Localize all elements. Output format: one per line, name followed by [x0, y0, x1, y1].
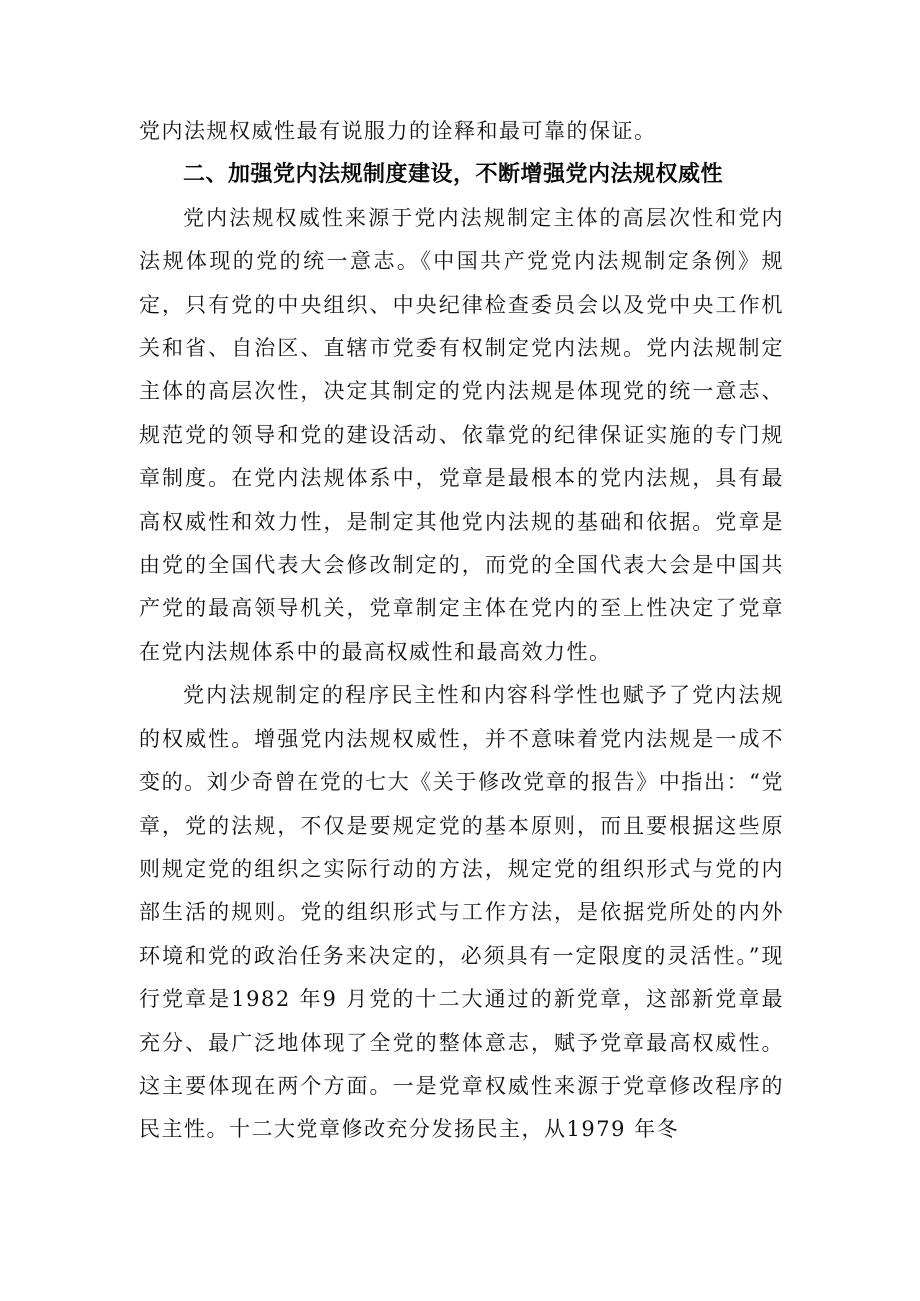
section-heading: 二、加强党内法规制度建设，不断增强党内法规权威性: [183, 162, 724, 188]
document-body: [139, 110, 784, 1152]
paragraph-continuation: 党内法规权威性最有说服力的诠释和最可靠的保证。: [139, 119, 657, 143]
paragraph-legislative-authority: 党内法规权威性来源于党内法规制定主体的高层次性和党内法规体现的党的统一意志。《中国共产党党内法规制定条例》规定，只有党的中央组织、中央纪律检查委员会以及党中央工作机关和省、自治区、直辖市党委有权制定党内法规。党内法规制定主体的高层次性，决定其制定的党内法规是体现党的统一意志、规范党的领导和党的建设活动、依靠党的纪律保证实施的专门规章制度。在党内法规体系中，党章是最根本的党内法规，具有最高权威性和效力性，是制定其他党内法规的基础和依据。党章是由党的全国代表大会修改制定的，而党的全国代表大会是中国共产党的最高领导机关，党章制定主体在党内的至上性决定了党章在党内法规体系中的最高权威性和最高效力性。: [139, 205, 784, 664]
paragraph-procedural-democracy: 党内法规制定的程序民主性和内容科学性也赋予了党内法规的权威性。增强党内法规权威性，并不意味着党内法规是一成不变的。刘少奇曾在党的七大《关于修改党章的报告》中指出：“党章，党的法规，不仅是要规定党的基本原则，而且要根据这些原则规定党的组织之实际行动的方法，规定党的组织形式与党的内部生活的规则。党的组织形式与工作方法，是依据党所处的内外环境和党的政治任务来决定的，必须具有一定限度的灵活性。”现行党章是1982 年9 月党的十二大通过的新党章，这部新党章最充分、最广泛地体现了全党的整体意志，赋予党章最高权威性。这主要体现在两个方面。一是党章权威性来源于党章修改程序的民主性。十二大党章修改充分发扬民主，从1979 年冬: [139, 683, 784, 1142]
